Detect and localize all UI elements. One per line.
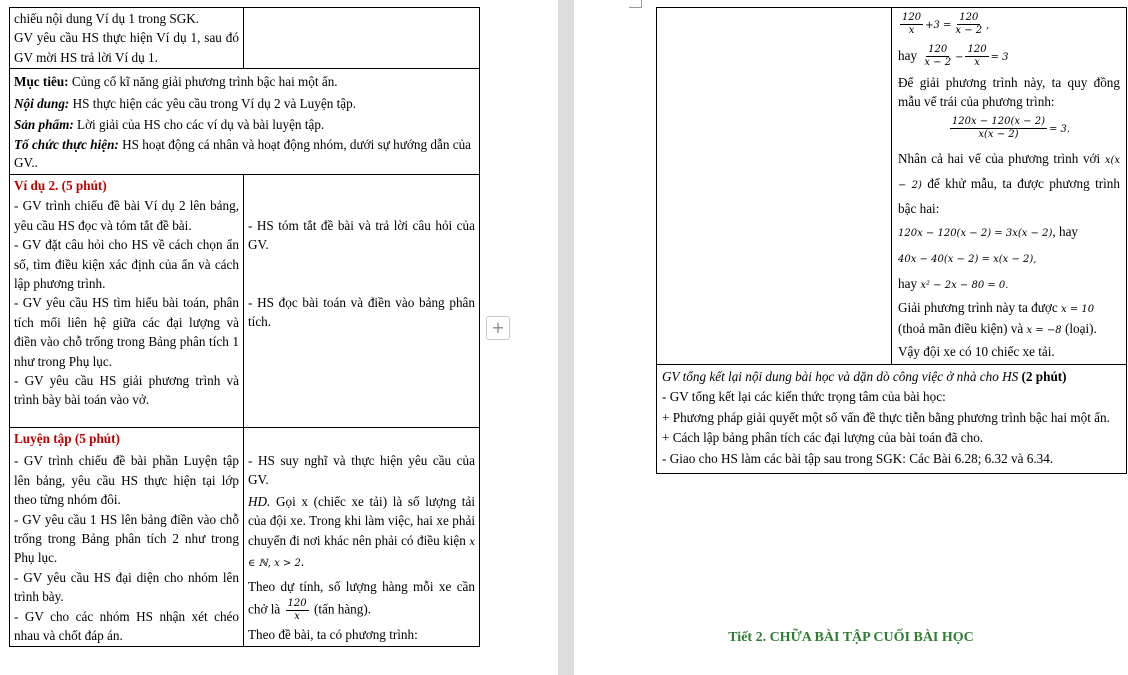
- frac-num: 120: [287, 598, 307, 610]
- eq1-mid: +3 =: [925, 20, 952, 31]
- table-row: [10, 69, 480, 175]
- du-tinh-text: Theo dự tính, số lượng hàng mỗi xe cần chở là: [248, 579, 475, 617]
- to-chuc-text: HS hoạt động cá nhân và hoạt động nhóm, dưới sự hướng dẫn của GV..: [14, 137, 472, 170]
- noi-dung-label: Nội dung:: [14, 95, 70, 111]
- eq6-math: x² − 2x − 80 = 0.: [920, 280, 1009, 291]
- page-corner-mark: [629, 0, 642, 8]
- luyentap-title: Luyện tập (5 phút): [14, 431, 120, 446]
- table-row: [10, 175, 480, 428]
- luyentap-teacher-item: - GV yêu cầu HS đại diện cho nhóm lên trình bày.: [14, 569, 239, 605]
- hd-text: Gọi x (chiếc xe tải) là số lượng tải của đội xe. Trong khi làm việc, hai xe phải chuyển đi nơi khác nên phải có điều kiện: [248, 493, 475, 548]
- muc-tieu-text: Củng cố kĩ năng giải phương trình bậc hai một ẩn.: [68, 74, 338, 90]
- san-pham-label: Sản phẩm:: [14, 117, 74, 133]
- summary-title: GV tổng kết lại nội dung bài học và dặn dò công việc ở nhà cho HS: [662, 369, 1019, 384]
- theo-de-text: Theo đề bài, ta có phương trình:: [248, 627, 418, 643]
- vidu2-teacher-item: - GV yêu cầu HS giải phương trình và trình bày bài toán vào vở.: [14, 373, 239, 408]
- frac-den: x: [974, 57, 980, 69]
- student-cell: [244, 8, 480, 69]
- section-heading: Tiết 2. CHỮA BÀI TẬP CUỐI BÀI HỌC: [728, 630, 974, 645]
- frac-num: 120: [928, 44, 948, 56]
- san-pham-text: Lời giải của HS cho các ví dụ và bài luyện tập.: [73, 117, 325, 133]
- frac-den: x − 2: [924, 57, 952, 69]
- hd-end: .: [300, 554, 305, 570]
- table-row: [657, 8, 1127, 365]
- noi-dung-text: HS thực hiện các yêu cầu trong Ví dụ 2 và Luyện tập.: [69, 95, 357, 111]
- du-tinh-unit: (tấn hàng).: [310, 601, 372, 617]
- luyentap-teacher-cell: [10, 428, 244, 647]
- eq3-end: = 3.: [1048, 124, 1071, 135]
- nhan-text-2: để khử mẫu, ta được phương trình bậc hai:: [898, 176, 1120, 216]
- vay-text: Vậy đội xe có 10 chiếc xe tải.: [898, 344, 1055, 359]
- vidu2-student-cell: [244, 175, 480, 428]
- luyentap-teacher-item: - GV cho các nhóm HS nhận xét chéo nhau và chốt đáp án.: [14, 608, 239, 644]
- fraction: [950, 116, 1047, 141]
- eq4-math: 120x − 120(x − 2) = 3x(x − 2): [898, 228, 1053, 239]
- vidu2-teacher-cell: [10, 175, 244, 428]
- luyentap-teacher-item: - GV trình chiếu đề bài phần Luyện tập lên bảng, yêu cầu HS thực hiện tại lớp theo từng nhóm đôi.: [14, 453, 239, 508]
- giai-text-3: (loại).: [1061, 321, 1097, 336]
- hd-label: HD.: [248, 493, 271, 509]
- summary-time: (2 phút): [1021, 369, 1067, 384]
- frac-num: 120: [959, 12, 979, 24]
- table-row: [10, 8, 480, 69]
- summary-item: + Cách lập bảng phân tích các đại lượng của bài toán đã cho.: [662, 430, 984, 446]
- lesson-table-right: [656, 7, 1127, 474]
- quy-dong-text: Để giải phương trình này, ta quy đồng mẫu vế trái của phương trình:: [898, 75, 1120, 109]
- fraction: [953, 12, 984, 37]
- vidu2-teacher-item: - GV trình chiếu đề bài Ví dụ 2 lên bảng, yêu cầu HS đọc và tóm tắt đề bài.: [14, 198, 239, 233]
- eq2-end: = 3: [990, 52, 1009, 63]
- frac-den: x: [908, 25, 915, 37]
- frac-num: 120x − 120(x − 2): [951, 116, 1045, 128]
- vidu2-teacher-item: - GV đặt câu hỏi cho HS về cách chọn ẩn số, tìm điều kiện xác định của ẩn và cách lập phương trình.: [14, 237, 239, 292]
- teacher-cell: [10, 8, 244, 69]
- eq1-end: ,: [986, 20, 990, 31]
- eq4-end: , hay: [1052, 224, 1079, 239]
- intro-line: GV yêu cầu HS thực hiện Ví dụ 1, sau đó GV mời HS trả lời Ví dụ 1.: [14, 30, 239, 65]
- summary-item: + Phương pháp giải quyết một số vấn đề thực tiễn bằng phương trình bậc hai một ẩn.: [662, 409, 1110, 425]
- fraction-120-over-x: [286, 598, 309, 623]
- frac-den: x: [294, 611, 300, 623]
- eq2-minus: −: [955, 52, 964, 63]
- fraction: [900, 12, 923, 37]
- summary-item: - Giao cho HS làm các bài tập sau trong SGK: Các Bài 6.28; 6.32 và 6.34.: [662, 450, 1054, 466]
- fraction: [922, 44, 953, 69]
- luyentap-student-intro: - HS suy nghĩ và thực hiện yêu cầu của GV.: [248, 453, 475, 488]
- page-gap: [558, 0, 574, 675]
- frac-num: 120: [967, 44, 987, 56]
- summary-item: - GV tổng kết lại các kiến thức trọng tâm của bài học:: [662, 389, 946, 405]
- giai-text: Giải phương trình này ta được: [898, 300, 1062, 315]
- hay-word: hay: [898, 48, 918, 63]
- summary-cell: [657, 365, 1127, 474]
- intro-line: chiếu nội dung Ví dụ 1 trong SGK.: [14, 11, 200, 26]
- vidu2-title: Ví dụ 2. (5 phút): [14, 178, 107, 193]
- luyentap-teacher-item: - GV yêu cầu 1 HS lên bảng điền vào chỗ trống trong Bảng phân tích 2 như trong Phụ lục.: [14, 511, 239, 566]
- vidu2-student-item: - HS đọc bài toán và điền vào bảng phân tích.: [248, 294, 475, 330]
- frac-den: x(x − 2): [978, 129, 1019, 141]
- hay-word: hay: [898, 276, 918, 291]
- muc-tieu-label: Mục tiêu:: [14, 74, 69, 90]
- nhan-math: x(x − 2): [898, 155, 1120, 191]
- teacher-cell-empty: [657, 8, 892, 365]
- vidu2-teacher-item: - GV yêu cầu HS tìm hiểu bài toán, phân tích mối liên hệ giữa các đại lượng và điền vào chỗ trống trong Bảng phân tích 1 như trong Phụ lục.: [14, 295, 239, 369]
- to-chuc-label: Tổ chức thực hiện:: [14, 137, 119, 152]
- nhan-text: Nhân cả hai vế của phương trình với: [898, 151, 1105, 166]
- lesson-table-left: [9, 7, 480, 647]
- giai-x2: x = −8: [1026, 325, 1062, 336]
- fraction: [965, 44, 988, 69]
- giai-x1: x = 10: [1061, 304, 1095, 315]
- vidu2-student-item: - HS tóm tắt đề bài và trả lời câu hỏi của GV.: [248, 218, 475, 253]
- solution-cell: [892, 8, 1127, 365]
- activity-info-cell: [10, 69, 480, 175]
- frac-num: 120: [902, 12, 922, 24]
- giai-text-2: (thoả mãn điều kiện) và: [898, 321, 1027, 336]
- table-row: [10, 428, 480, 647]
- frac-den: x − 2: [955, 25, 983, 37]
- luyentap-student-cell: [244, 428, 480, 647]
- hd-condition-math: x ∈ ℕ, x > 2: [248, 536, 475, 570]
- add-row-plus-button[interactable]: +: [486, 316, 510, 340]
- table-row: [657, 365, 1127, 474]
- eq5-math: 40x − 40(x − 2) = x(x − 2),: [898, 254, 1037, 265]
